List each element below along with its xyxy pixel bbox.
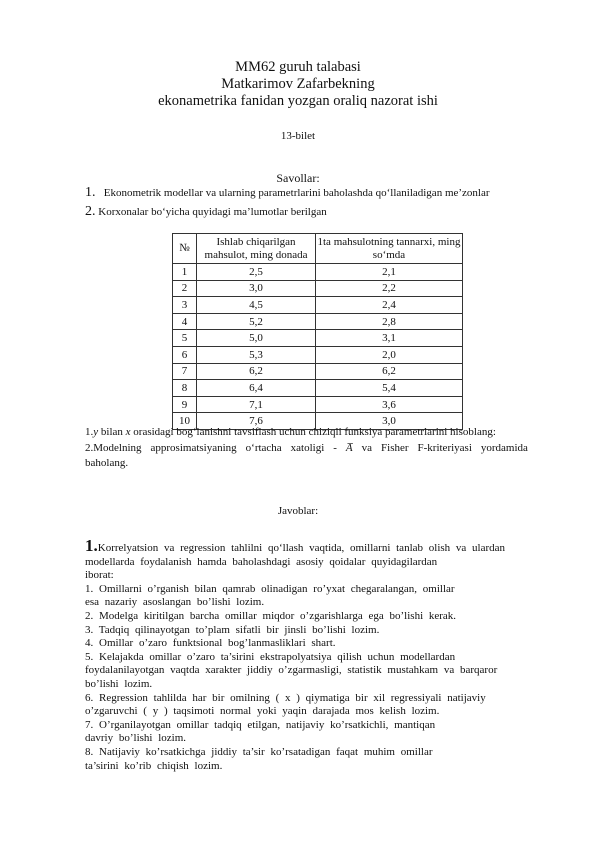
table-row	[173, 380, 463, 397]
answer-line: esa nazariy asoslangan bo’lishi lozim.	[85, 596, 265, 609]
task-2-word: o‘rtacha	[245, 442, 282, 454]
answer-line: 2. Modelga kiritilgan barcha omillar miqdor o’zgarishlarga ega bo’lishi kerak.	[85, 609, 457, 622]
task-1-mid: bilan	[98, 426, 126, 438]
table-cell: 6,2	[316, 363, 463, 380]
answer-number: 1.	[85, 536, 98, 555]
ticket-number: 13-bilet	[280, 130, 316, 142]
table-cell: 3,1	[316, 330, 463, 347]
table-cell: 10	[173, 413, 197, 430]
answer-line: 5. Kelajakda omillar o’zaro ta’sirini ekstrapolyatsiya qilish uchun modellardan	[85, 650, 456, 663]
table-cell: 3	[173, 297, 197, 314]
question-item	[85, 204, 327, 220]
table-cell: 6,4	[197, 380, 316, 397]
answer-line: bo’lishi lozim.	[85, 677, 153, 690]
table-row	[173, 280, 463, 297]
table-cell: 9	[173, 396, 197, 413]
task-2-word: Fisher	[381, 442, 409, 454]
table-cell: 1	[173, 264, 197, 281]
answer-line: ta’sirini ko’rib chiqish lozim.	[85, 759, 223, 772]
question-number: 1.	[85, 185, 96, 200]
table-row	[173, 363, 463, 380]
table-cell: 7,6	[197, 413, 316, 430]
question-number: 2.	[85, 204, 96, 219]
table-row	[173, 396, 463, 413]
answer-list	[85, 583, 545, 773]
header-group-line: MM62 guruh talabasi	[235, 59, 361, 75]
answer-line: 4. Omillar o’zaro funktsional bog’lanmasliklari shart.	[85, 637, 336, 650]
table-row	[173, 330, 463, 347]
task-1-var-x: x	[125, 426, 131, 438]
table-header-cell: Ishlab chiqarilgan mahsulot, ming donada	[197, 234, 316, 264]
table-cell: 2,1	[316, 264, 463, 281]
task-2-word: yordamida	[480, 442, 528, 454]
question-item	[85, 185, 490, 201]
table-header-cell: №	[173, 234, 197, 264]
answers-title: Javoblar:	[277, 505, 319, 517]
table-row	[173, 346, 463, 363]
table-row	[173, 313, 463, 330]
answer-line: 7. O’rganilayotgan omillar tadqiq etilgan, natijaviy ko’rsatkichli, mantiqan	[85, 718, 436, 731]
task-1-prefix: 1.	[85, 426, 94, 438]
table-cell: 5	[173, 330, 197, 347]
task-2	[85, 441, 528, 471]
answer-line: foydalanilayotgan vaqtda xarakter jiddiy o’zgarmasligi, statistik mustahkam va barqaror	[85, 664, 498, 677]
table-cell: 7	[173, 363, 197, 380]
table-cell: 2,5	[197, 264, 316, 281]
table-cell: 3,0	[316, 413, 463, 430]
table-header-row	[173, 234, 463, 264]
table-cell: 2,4	[316, 297, 463, 314]
table-cell: 5,4	[316, 380, 463, 397]
task-1	[85, 425, 528, 440]
table-row	[173, 297, 463, 314]
task-2-word: -	[333, 442, 337, 454]
table-row	[173, 264, 463, 281]
table-cell: 4	[173, 313, 197, 330]
table-cell: 6,2	[197, 363, 316, 380]
table-cell: 8	[173, 380, 197, 397]
task-2-word: approsimatsiyaning	[150, 442, 237, 454]
answer-line: davriy bo’lishi lozim.	[85, 732, 187, 745]
task-2-word: va	[361, 442, 373, 454]
task-2-word: A̅	[345, 442, 353, 454]
answer-intro-line: modellarda foydalanish hamda baholashdagi asosiy qoidalar quyidagilardan	[85, 555, 438, 568]
answer-line: 8. Natijaviy ko’rsatkichga jiddiy ta’sir ko’rsatadigan faqat muhim omillar	[85, 745, 433, 758]
task-1-text: orasidagi bog‘lanishni tavsiflash uchun chiziqli funksiya parametrlarini hisoblang:	[130, 426, 496, 438]
table-cell: 2,2	[316, 280, 463, 297]
task-2-word: xatoligi	[290, 442, 325, 454]
table-cell: 6	[173, 346, 197, 363]
task-2-word: F-kriteriyasi	[417, 442, 472, 454]
task-2-first-line	[85, 441, 528, 456]
data-table	[172, 233, 463, 430]
table-cell: 5,2	[197, 313, 316, 330]
header-subject-line: ekonametrika fanidan yozgan oraliq nazorat ishi	[158, 93, 438, 109]
answer-line: o’zgaruvchi ( y ) taqsimoti normal yoki yaqin darajada mos kelish lozim.	[85, 705, 440, 718]
table-header-cell: 1ta mahsulotning tannarxi, ming so‘mda	[316, 234, 463, 264]
task-1-var-y: y	[93, 426, 99, 438]
table-cell: 2	[173, 280, 197, 297]
table-cell: 4,5	[197, 297, 316, 314]
task-2-end: baholang.	[85, 457, 129, 469]
table-cell: 2,8	[316, 313, 463, 330]
task-2-word: 2.Modelning	[85, 442, 142, 454]
table-cell: 3,6	[316, 396, 463, 413]
answer-line: 1. Omillarni o’rganish bilan qamrab olinadigan ro’yxat chegaralangan, omillar	[85, 582, 455, 595]
header-student-name: Matkarimov Zafarbekning	[221, 76, 375, 92]
questions-title: Savollar:	[276, 171, 320, 185]
answer-line: 3. Tadqiq qilinayotgan to’plam sifatli bir jinsli bo’lishi lozim.	[85, 623, 380, 636]
answer-intro-line: iborat:	[85, 569, 114, 582]
question-text: Korxonalar bo‘yicha quyidagi ma’lumotlar berilgan	[98, 206, 327, 218]
table-cell: 5,3	[197, 346, 316, 363]
table-cell: 5,0	[197, 330, 316, 347]
table-body	[173, 264, 463, 430]
table-cell: 3,0	[197, 280, 316, 297]
question-text: Ekonometrik modellar va ularning parametrlarini baholashda qo‘llaniladigan me’zonlar	[103, 187, 490, 199]
answer-line: 6. Regression tahlilda har bir omilning ( x ) qiymatiga bir xil regressiyali natijaviy	[85, 691, 486, 704]
answer-intro-line: 1.Korrelyatsion va regression tahlilni qo‘llash vaqtida, omillarni tanlab olish va ulardan	[85, 536, 506, 555]
answers-body	[85, 536, 545, 773]
table-cell: 2,0	[316, 346, 463, 363]
table-cell: 7,1	[197, 396, 316, 413]
